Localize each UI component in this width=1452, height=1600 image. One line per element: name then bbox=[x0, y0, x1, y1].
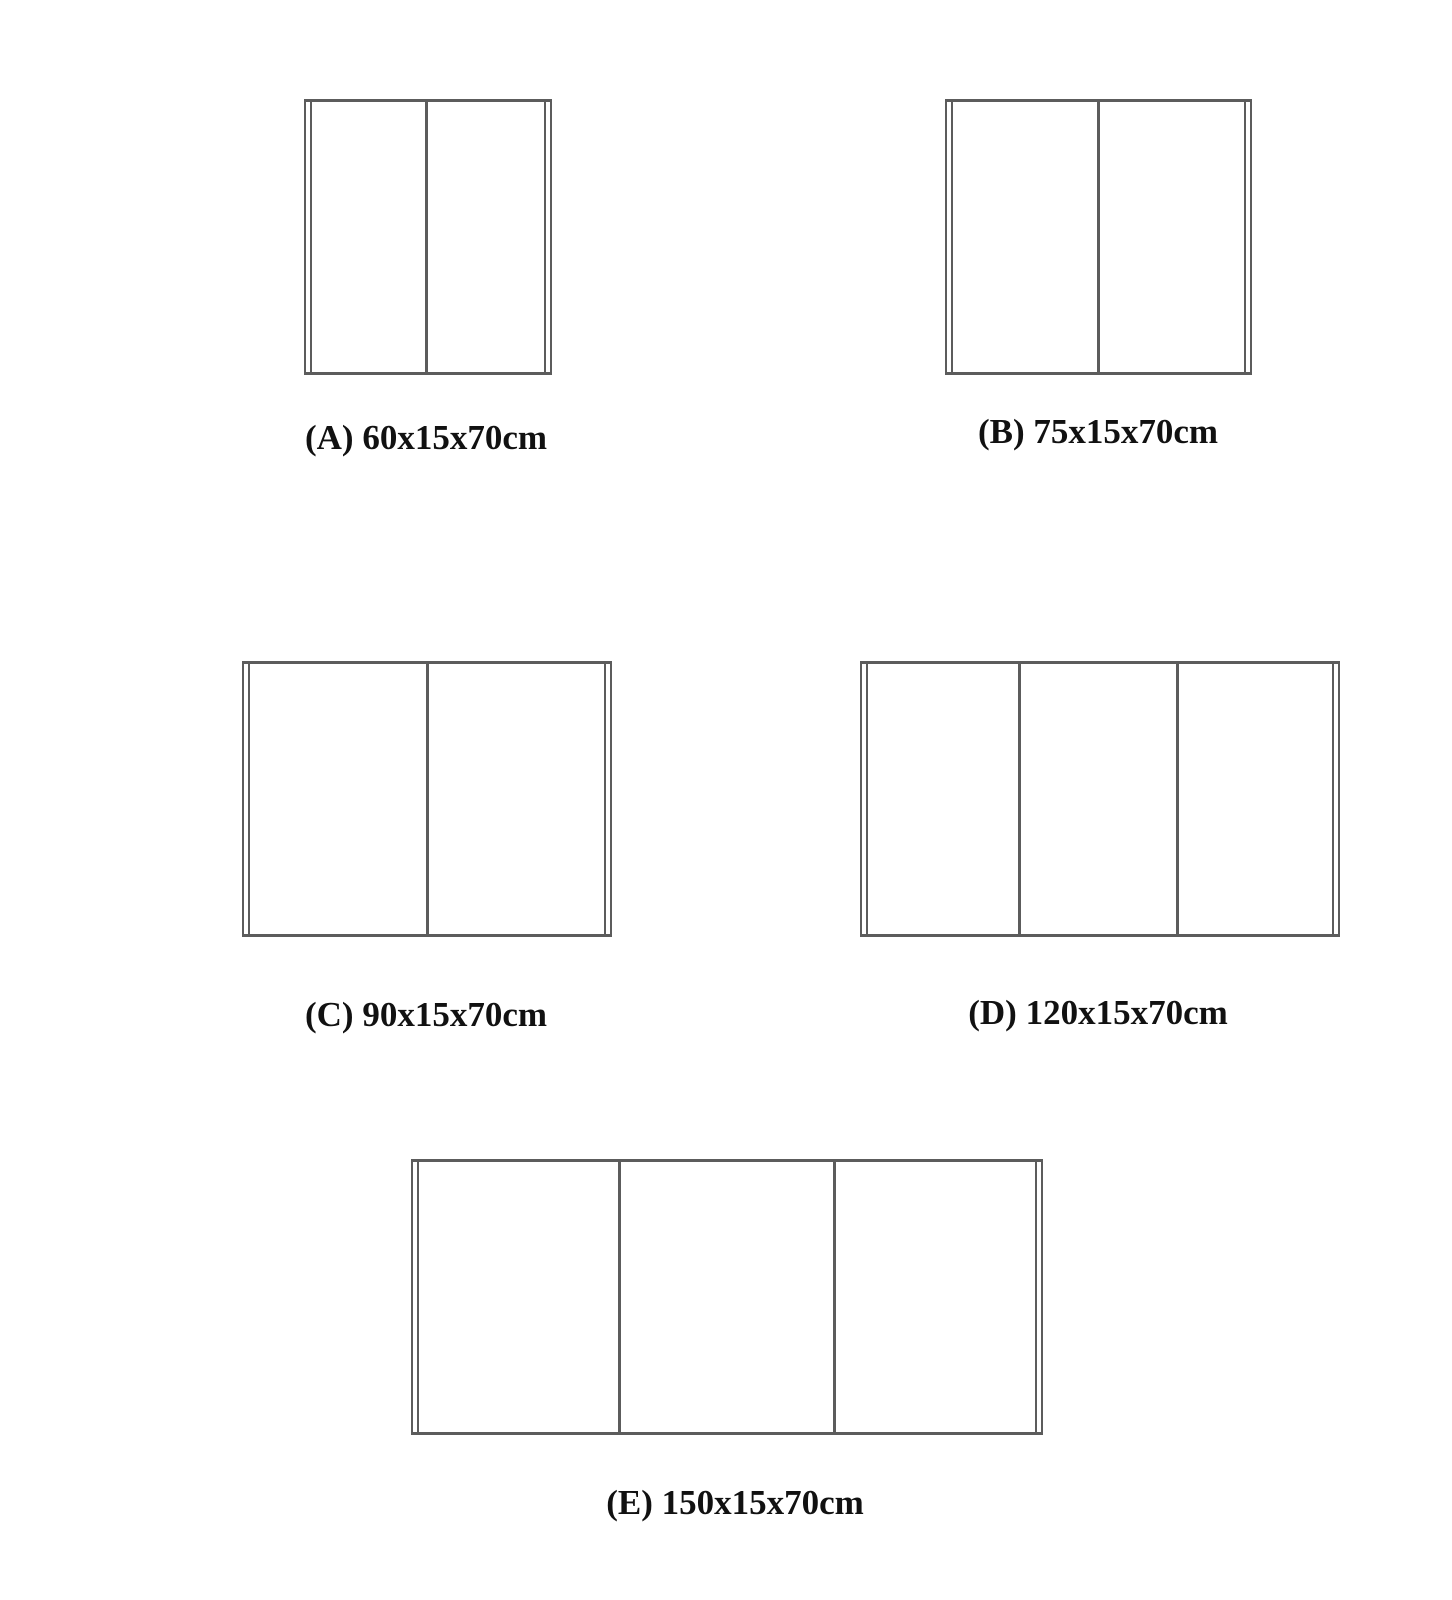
panel-e-divider-1 bbox=[618, 1162, 621, 1432]
panel-d-divider-2 bbox=[1176, 664, 1179, 934]
panel-b-drawing bbox=[945, 99, 1252, 375]
panel-c-drawing bbox=[242, 661, 612, 937]
panel-d-caption: (D) 120x15x70cm bbox=[968, 993, 1228, 1032]
panel-c-divider-1 bbox=[426, 664, 429, 934]
panel-b-divider-1 bbox=[1097, 102, 1100, 372]
panel-a-divider-1 bbox=[425, 102, 428, 372]
panel-c-caption: (C) 90x15x70cm bbox=[304, 995, 548, 1034]
panel-a-caption: (A) 60x15x70cm bbox=[304, 418, 548, 457]
panel-d-divider-1 bbox=[1018, 664, 1021, 934]
panel-e-caption: (E) 150x15x70cm bbox=[606, 1483, 864, 1522]
panel-e-divider-2 bbox=[833, 1162, 836, 1432]
panel-b-caption: (B) 75x15x70cm bbox=[977, 412, 1219, 451]
panel-d-drawing bbox=[860, 661, 1340, 937]
panel-a-drawing bbox=[304, 99, 552, 375]
panel-e-drawing bbox=[411, 1159, 1043, 1435]
